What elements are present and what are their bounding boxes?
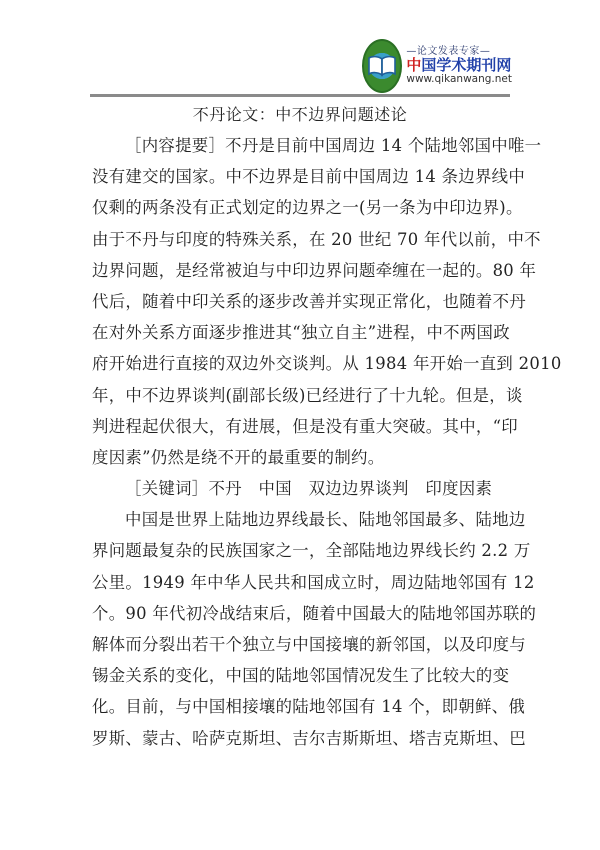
logo-name-rest: 国学术期刊网 [421,56,512,75]
abstract-line: 由于不丹与印度的特殊关系，在 20 世纪 70 年代以前，中不 [92,229,541,249]
logo-name-first-char: 中 [406,56,422,75]
site-logo [362,38,512,94]
abstract-line: 度因素”仍然是绕不开的最重要的制约。 [92,447,385,467]
paragraph-line: 公里。1949 年中华人民共和国成立时，周边陆地邻国有 12 [92,572,535,592]
document-title: 不丹论文：中不边界问题述论 [192,105,408,124]
logo-tagline: —论文发表专家— [406,46,491,58]
paragraph-line: 解体而分裂出若干个独立与中国接壤的新邻国，以及印度与 [92,635,526,654]
paragraph-line: 界问题最复杂的民族国家之一，全部陆地边界线长约 2.2 万 [92,541,531,561]
abstract-line: 边界问题，是经常被迫与中印边界问题牵缠在一起的。80 年 [92,260,537,280]
document-body [92,130,562,754]
paragraph-line: 个。90 年代初冷战结束后，随着中国最大的陆地邻国苏联的 [92,603,537,623]
logo-site-name [406,57,512,74]
paragraph-line: 罗斯、蒙古、哈萨克斯坦、吉尔吉斯斯坦、塔吉克斯坦、巴 [92,728,526,748]
abstract-line: 府开始进行直接的双边外交谈判。从 1984 年开始一直到 2010 [92,354,562,374]
abstract-line: 仅剩的两条没有正式划定的边界之一(另一条为中印边界)。 [92,198,523,218]
abstract-line: 代后，随着中印关系的逐步改善并实现正常化，也随着不丹 [92,291,526,311]
logo-url: www.qikanwang.net [406,72,512,85]
abstract-line: ［内容提要］不丹是目前中国周边 14 个陆地邻国中唯一 [125,136,542,155]
abstract-line: 在对外关系方面逐步推进其“独立自主”进程，中不两国政 [92,323,510,343]
paragraph-line: 化。目前，与中国相接壤的陆地邻国有 14 个，即朝鲜、俄 [92,697,526,717]
keywords-line: ［关键词］不丹 中国 双边边界谈判 印度因素 [125,479,493,499]
abstract-line: 判进程起伏很大，有进展，但是没有重大突破。其中，“印 [92,416,518,436]
logo-text [406,46,512,85]
header-divider [90,94,510,97]
paragraph-line: 锡金关系的变化，中国的陆地邻国情况发生了比较大的变 [92,666,510,686]
abstract-line: 没有建交的国家。中不边界是目前中国周边 14 条边界线中 [92,167,526,187]
paragraph-line: 中国是世界上陆地边界线最长、陆地邻国最多、陆地边 [125,510,526,530]
abstract-line: 年，中不边界谈判(副部长级)已经进行了十九轮。但是，谈 [92,385,523,405]
open-book-icon [362,39,402,93]
